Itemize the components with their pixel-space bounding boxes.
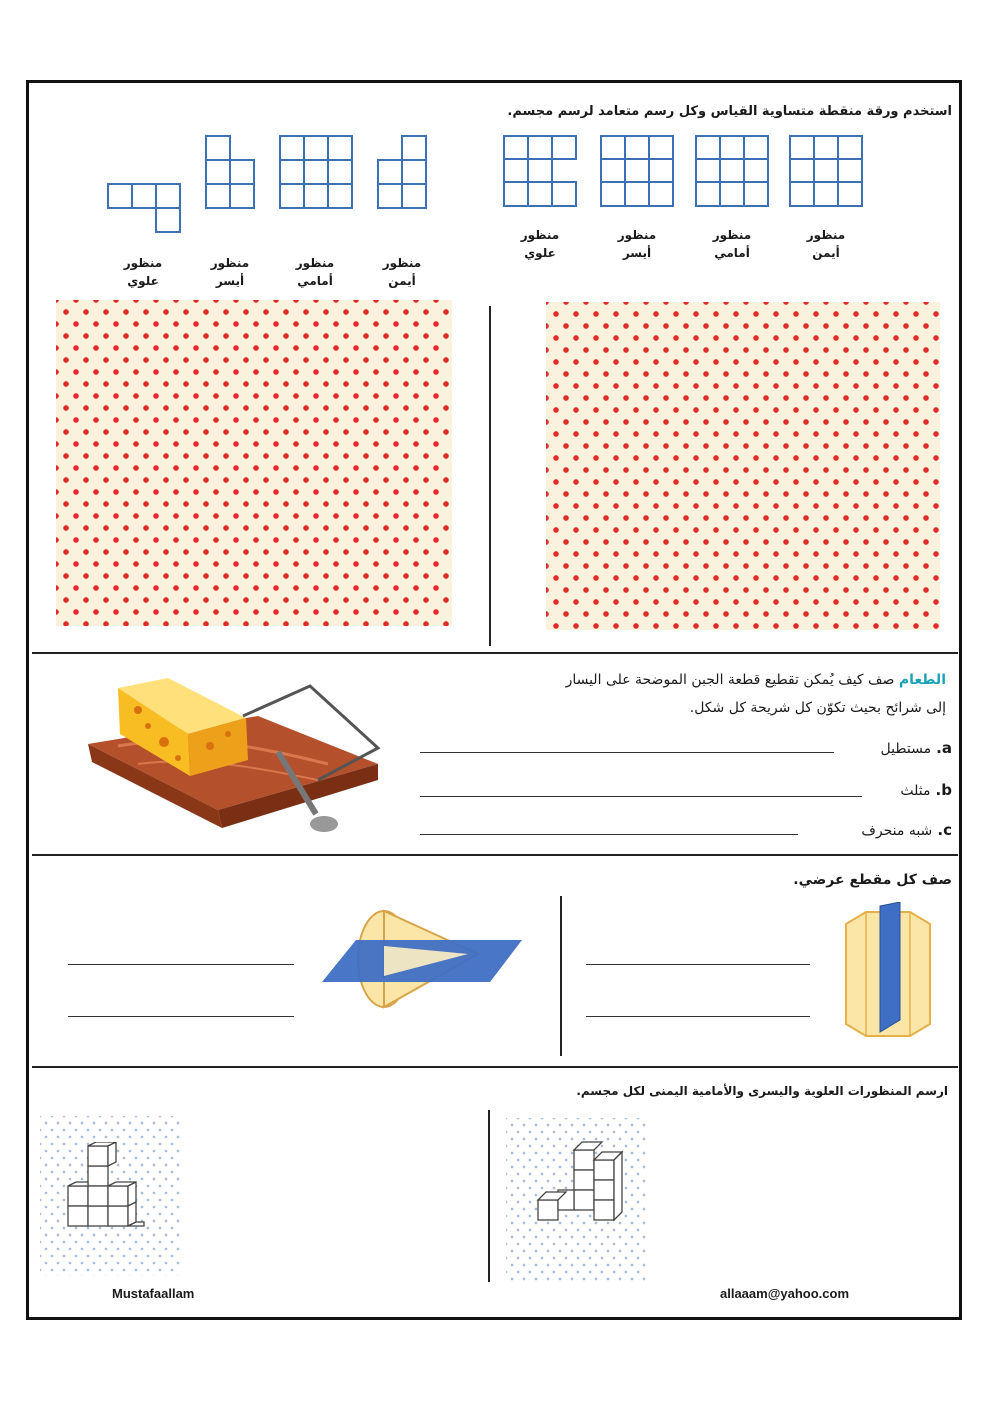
option-a-text: مستطيل xyxy=(880,741,932,757)
footer-email: allaaam@yahoo.com xyxy=(720,1286,850,1301)
isometric-dot-paper-left[interactable] xyxy=(56,300,452,626)
answer-line-cone-2[interactable] xyxy=(68,1016,294,1017)
label-right-view-1: منظور أيمن xyxy=(806,228,846,260)
section-divider-3 xyxy=(32,1066,958,1068)
hexagonal-prism-cross-section xyxy=(836,902,940,1038)
section-divider-2 xyxy=(32,854,958,856)
front-view-grid-1 xyxy=(692,134,772,208)
option-c-letter: c. xyxy=(937,821,952,839)
left-view-grid-1 xyxy=(597,134,677,208)
cube-stack-right xyxy=(534,1138,634,1232)
option-b xyxy=(900,780,952,799)
right-view-grid-2 xyxy=(374,134,430,210)
section1-instruction: استخدم ورقة منقطة متساوية القياس وكل رسم متعامد لرسم مجسم. xyxy=(507,104,952,119)
section4-instruction: ارسم المنظورات العلوية واليسرى والأمامية اليمنى لكل مجسم. xyxy=(576,1084,948,1098)
label-front-view-2: منظور أمامي xyxy=(295,256,335,288)
label-top-view-1: منظور علوي xyxy=(520,228,560,260)
option-b-text: مثلث xyxy=(900,783,931,799)
front-view-grid-2 xyxy=(276,134,356,210)
divider-section3 xyxy=(560,896,562,1056)
right-view-grid-1 xyxy=(786,134,866,208)
label-left-view-1: منظور أيسر xyxy=(617,228,657,260)
cheese-slicer-illustration xyxy=(78,664,388,840)
answer-line-prism-1[interactable] xyxy=(586,964,810,965)
label-left-view-2: منظور أيسر xyxy=(210,256,250,288)
option-a-letter: a. xyxy=(936,739,952,757)
left-view-grid-2 xyxy=(202,134,258,210)
cheese-question-line-1 xyxy=(566,672,946,688)
answer-line-cone-1[interactable] xyxy=(68,964,294,965)
answer-line-prism-2[interactable] xyxy=(586,1016,810,1017)
isometric-dot-paper-right[interactable] xyxy=(546,302,940,630)
keyword-food: الطعام xyxy=(898,672,946,688)
top-view-grid-2 xyxy=(104,182,184,234)
label-front-view-1: منظور أمامي xyxy=(712,228,752,260)
section3-instruction: صف كل مقطع عرضي. xyxy=(793,872,952,888)
option-a xyxy=(881,738,952,757)
divider-section1 xyxy=(489,306,491,646)
answer-line-c[interactable] xyxy=(420,834,798,835)
label-right-view-2: منظور أيمن xyxy=(382,256,422,288)
question-text-1: صف كيف يُمكن تقطيع قطعة الجبن الموضحة على اليسار xyxy=(565,672,895,688)
divider-section4 xyxy=(488,1110,490,1282)
option-b-letter: b. xyxy=(935,781,952,799)
footer-author: Mustafaallam xyxy=(112,1286,195,1301)
cube-stack-left xyxy=(66,1142,152,1242)
option-c-text: شبه منحرف xyxy=(861,823,933,839)
top-view-grid-1 xyxy=(500,134,580,208)
label-top-view-2: منظور علوي xyxy=(123,256,163,288)
section-divider-1 xyxy=(32,652,958,654)
cone-cross-section xyxy=(318,906,524,1012)
cheese-question-line-2: إلى شرائح بحيث تكوّن كل شريحة كل شكل. xyxy=(689,700,946,716)
answer-line-b[interactable] xyxy=(420,796,862,797)
option-c xyxy=(861,820,952,839)
answer-line-a[interactable] xyxy=(420,752,834,753)
